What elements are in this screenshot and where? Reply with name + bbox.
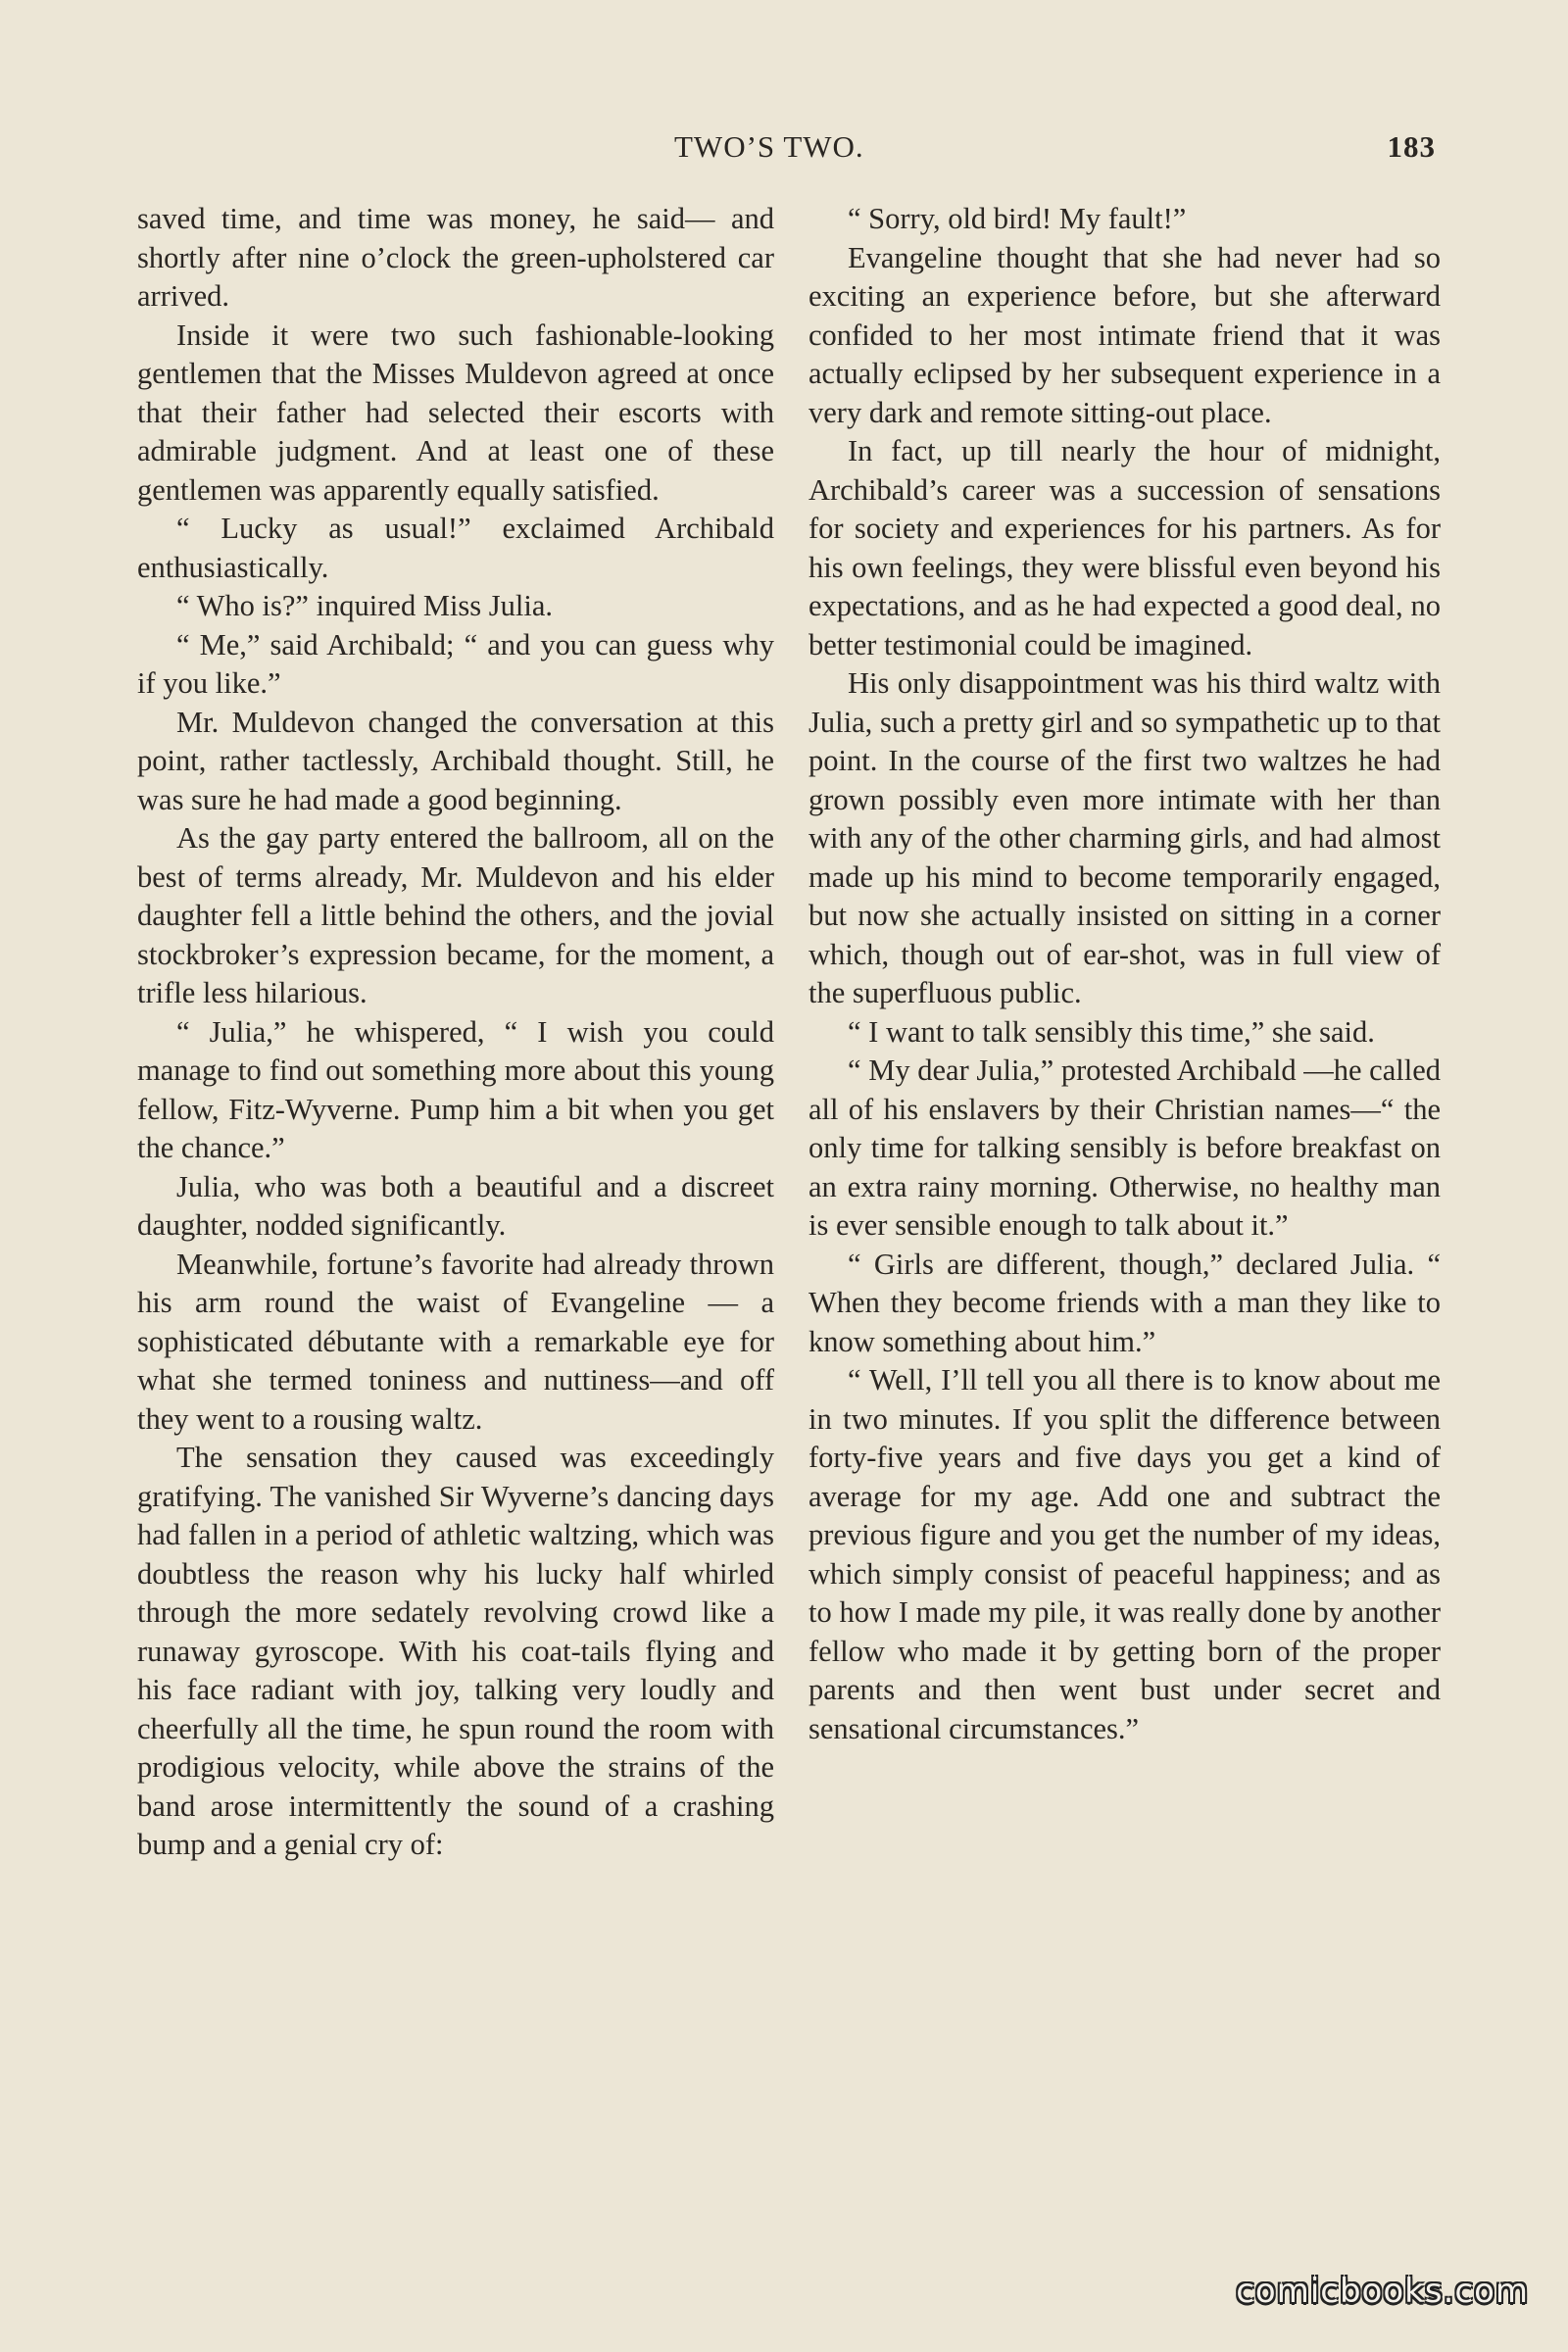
left-column xyxy=(137,200,774,1865)
paragraph: Evangeline thought that she had never had so exciting an experience before, but she afterward confided to her most intimate friend that it was actually eclipsed by her subsequent experience in a very dark and remote sitting-out place. xyxy=(808,240,1441,429)
paragraph: “ Girls are different, though,” declared Julia. “ When they become friends with a man they like to know something about him.” xyxy=(808,1247,1441,1358)
paragraph: Mr. Muldevon changed the conversation at this point, rather tactlessly, Archibald thought. Still, he was sure he had made a good beginning. xyxy=(137,705,774,816)
paragraph: “ Me,” said Archibald; “ and you can guess why if you like.” xyxy=(137,627,774,700)
paragraph: Julia, who was both a beautiful and a discreet daughter, nodded significantly. xyxy=(137,1169,774,1242)
paragraph: In fact, up till nearly the hour of midnight, Archibald’s career was a succession of sensations for society and experiences for his partners. As for his own feelings, they were blissful even beyond his expectations, and as he had expected a good deal, no better testimonial could be imagined. xyxy=(808,434,1441,662)
paragraph: “ Julia,” he whispered, “ I wish you could manage to find out something more about this young fellow, Fitz-Wyverne. Pump him a bit when you get the chance.” xyxy=(137,1014,774,1164)
right-column xyxy=(808,200,1441,1748)
paragraph: “ Sorry, old bird! My fault!” xyxy=(848,202,1187,235)
page-header xyxy=(137,129,1436,169)
paragraph: “ Lucky as usual!” exclaimed Archibald enthusiastically. xyxy=(137,512,774,584)
paragraph: “ Well, I’ll tell you all there is to know about me in two minutes. If you split the difference between forty-five years and five days you get a kind of average for my age. Add one and subtract the previous figure and you get the number of my ideas, which simply consist of peaceful happiness; and as to how I made my pile, it was really done by another fellow who made it by getting born of the proper parents and then went bust under secret and sensational circumstances.” xyxy=(808,1363,1441,1745)
running-title: TWO’S TWO. xyxy=(674,129,864,164)
page-number: 183 xyxy=(1387,129,1436,164)
paragraph: “ I want to talk sensibly this time,” she said. xyxy=(848,1014,1375,1049)
paragraph: “ My dear Julia,” protested Archibald —he called all of his enslavers by their Christian names—“ the only time for talking sensibly is before breakfast on an extra rainy morning. Otherwise, no healthy man is ever sensible enough to talk about it.” xyxy=(808,1054,1441,1242)
paragraph: His only disappointment was his third waltz with Julia, such a pretty girl and so sympathetic up to that point. In the course of the first two waltzes he had grown possibly even more intimate with her than with any of the other charming girls, and had almost made up his mind to become temporarily engaged, but now she actually insisted on sitting in a corner which, though out of ear-shot, was in full view of the superfluous public. xyxy=(808,666,1441,1009)
paragraph: Meanwhile, fortune’s favorite had already thrown his arm round the waist of Evangeline — a sophisticated débutante with a remarkable eye for what she termed toniness and nuttiness—and off they went to a rousing waltz. xyxy=(137,1247,774,1436)
paragraph: As the gay party entered the ballroom, all on the best of terms already, Mr. Muldevon and his elder daughter fell a little behind the others, and the jovial stockbroker’s expression became, for the moment, a trifle less hilarious. xyxy=(137,821,774,1009)
paragraph: Inside it were two such fashionable-looking gentlemen that the Misses Muldevon agreed at once that their father had selected their escorts with admirable judgment. And at least one of these gentlemen was apparently equally satisfied. xyxy=(137,318,774,507)
paragraph: The sensation they caused was exceedingly gratifying. The vanished Sir Wyverne’s dancing days had fallen in a period of athletic waltzing, which was doubtless the reason why his lucky half whirled through the more sedately revolving crowd like a runaway gyroscope. With his coat-tails flying and his face radiant with joy, talking very loudly and cheerfully all the time, he spun round the room with prodigious velocity, while above the strains of the band arose intermittently the sound of a crashing bump and a genial cry of: xyxy=(137,1441,774,1861)
watermark: comicbooks.com xyxy=(1236,2272,1529,2311)
paragraph: saved time, and time was money, he said— and shortly after nine o’clock the green-upholstered car arrived. xyxy=(137,202,774,313)
paragraph: “ Who is?” inquired Miss Julia. xyxy=(176,589,554,622)
